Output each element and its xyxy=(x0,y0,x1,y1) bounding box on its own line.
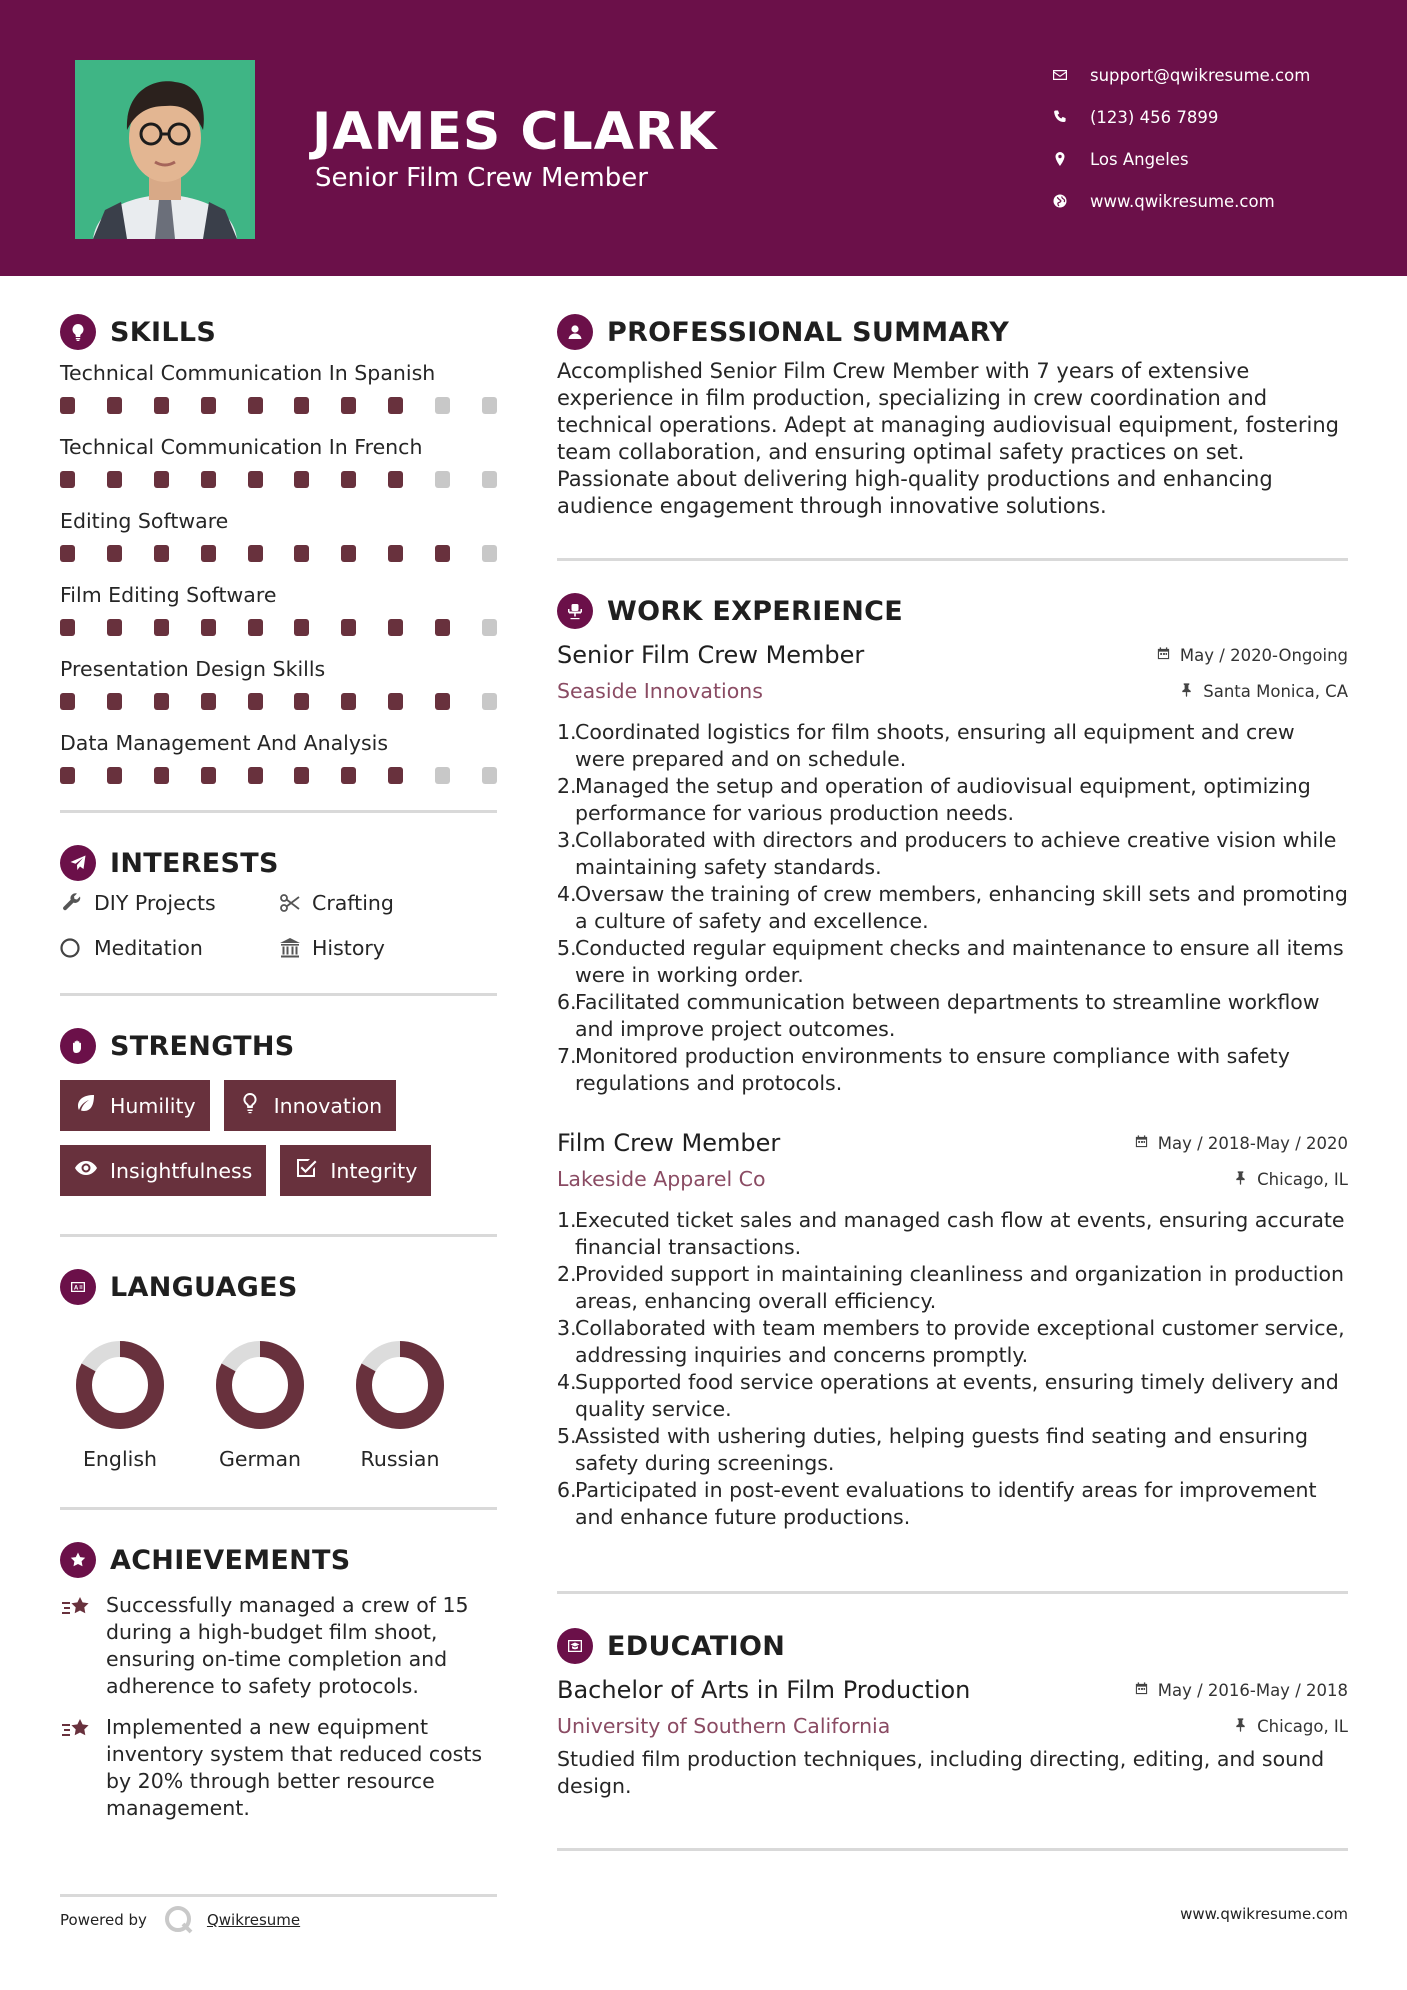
interest-item xyxy=(278,932,497,963)
skill-dot-filled xyxy=(248,693,263,710)
wrench-icon xyxy=(60,891,94,915)
skill-dot-filled xyxy=(154,619,169,636)
skill-dot-empty xyxy=(435,767,450,784)
skill-rating xyxy=(60,463,497,506)
skill-dot-filled xyxy=(294,767,309,784)
education-dates xyxy=(1134,1681,1348,1700)
job-entry xyxy=(557,637,1348,1097)
skills-list xyxy=(60,358,497,802)
languages-list xyxy=(60,1335,460,1471)
interests-title: INTERESTS xyxy=(110,847,279,879)
profile-photo-image xyxy=(75,60,255,239)
qwikresume-link[interactable]: Qwikresume xyxy=(206,1911,301,1929)
powered-by-label: Powered by xyxy=(60,1911,147,1929)
achievements-list xyxy=(60,1592,497,1822)
paper-plane-icon xyxy=(60,845,96,881)
skill-dot-filled xyxy=(294,693,309,710)
education-header xyxy=(557,1624,1348,1668)
education-dates-text: May / 2016-May / 2018 xyxy=(1157,1680,1348,1700)
job-dates xyxy=(1156,646,1348,665)
skill-dot-empty xyxy=(435,471,450,488)
skill-dot-filled xyxy=(154,545,169,562)
section-divider xyxy=(557,1591,1348,1594)
skill-dot-filled xyxy=(248,767,263,784)
contact-phone-text[interactable]: (123) 456 7899 xyxy=(1090,107,1219,127)
duty-item: Executed ticket sales and managed cash flow at events, ensuring accurate financial transactions. xyxy=(575,1208,1345,1259)
job-duties xyxy=(575,719,1348,1097)
contact-list xyxy=(1052,54,1382,222)
skill-dot-empty xyxy=(482,397,497,414)
interest-item xyxy=(60,932,278,963)
experience-title: WORK EXPERIENCE xyxy=(607,595,903,627)
skill-dot-filled xyxy=(248,619,263,636)
job-dates-text: May / 2018-May / 2020 xyxy=(1157,1133,1348,1153)
user-icon xyxy=(557,314,593,350)
achievement-item xyxy=(60,1714,497,1822)
skill-rating xyxy=(60,537,497,580)
skill-dot-filled xyxy=(201,693,216,710)
skill-dot-filled xyxy=(201,397,216,414)
skill-dot-filled xyxy=(60,471,75,488)
skill-name: Presentation Design Skills xyxy=(60,657,326,681)
strengths-header xyxy=(60,1024,497,1068)
skill-item xyxy=(60,728,497,802)
education-location-text: Chicago, IL xyxy=(1257,1716,1348,1736)
candidate-title: Senior Film Crew Member xyxy=(315,163,648,193)
skills-header xyxy=(60,310,497,354)
skills-title: SKILLS xyxy=(110,316,217,348)
interest-label: History xyxy=(312,935,385,960)
skill-dot-filled xyxy=(435,693,450,710)
scissors-icon xyxy=(278,891,312,915)
duty-item: Collaborated with team members to provide exceptional customer service, addressing inquiries and concerns promptly. xyxy=(575,1316,1345,1367)
contact-phone[interactable] xyxy=(1052,96,1382,138)
skill-dot-filled xyxy=(107,545,122,562)
interest-item xyxy=(60,887,278,918)
duty-item: Participated in post-event evaluations to identify areas for improvement and enhance future productions. xyxy=(575,1478,1317,1529)
star-icon xyxy=(60,1592,106,1700)
duty-item: Coordinated logistics for film shoots, ensuring all equipment and crew were prepared and on schedule. xyxy=(575,720,1295,771)
job-company: Lakeside Apparel Co xyxy=(557,1167,766,1191)
location-pin-icon xyxy=(1052,151,1090,167)
pushpin-icon xyxy=(1233,1170,1257,1189)
strength-tag xyxy=(224,1080,397,1131)
skill-item xyxy=(60,432,497,506)
skill-dot-filled xyxy=(341,767,356,784)
skill-name: Data Management And Analysis xyxy=(60,731,389,755)
language-name: Russian xyxy=(360,1447,440,1471)
interests-header xyxy=(60,841,497,885)
skill-dot-filled xyxy=(107,693,122,710)
duty-item: Oversaw the training of crew members, enhancing skill sets and promoting a culture of safety and excellence. xyxy=(575,882,1348,933)
strengths-title: STRENGTHS xyxy=(110,1030,295,1062)
skill-dot-filled xyxy=(60,545,75,562)
section-divider xyxy=(60,1234,497,1237)
achievement-text: Implemented a new equipment inventory system that reduced costs by 20% through better resource management. xyxy=(106,1715,483,1820)
job-role: Film Crew Member xyxy=(557,1129,781,1157)
language-donut xyxy=(70,1335,170,1435)
skill-dot-filled xyxy=(201,545,216,562)
interest-label: Crafting xyxy=(312,890,394,915)
summary-header xyxy=(557,310,1348,354)
strength-tag xyxy=(60,1080,210,1131)
profile-photo xyxy=(75,60,255,239)
footer-website[interactable]: www.qwikresume.com xyxy=(1180,1905,1348,1923)
circle-icon xyxy=(60,936,94,960)
summary-text: Accomplished Senior Film Crew Member with 7 years of extensive experience in film production, specializing in crew coordination and technical operations. Adept at managing audiovisual equipment, fostering team collaboration, and ensuring optimal safety practices on set. Passionate about delivering high-quality productions and enhancing audience engagement through innovative solutions. xyxy=(557,359,1339,518)
achievements-header xyxy=(60,1538,497,1582)
mail-icon xyxy=(1052,67,1090,83)
skill-dot-filled xyxy=(388,693,403,710)
skill-dot-filled xyxy=(341,545,356,562)
contact-website-text[interactable]: www.qwikresume.com xyxy=(1090,191,1275,211)
skill-dot-filled xyxy=(388,545,403,562)
skill-dot-filled xyxy=(201,767,216,784)
duty-item: Supported food service operations at events, ensuring timely delivery and quality service. xyxy=(575,1370,1339,1421)
job-company: Seaside Innovations xyxy=(557,679,763,703)
duty-item: Provided support in maintaining cleanliness and organization in production areas, enhancing overall efficiency. xyxy=(575,1262,1345,1313)
job-header xyxy=(557,1125,1348,1161)
education-header-row xyxy=(557,1672,1348,1708)
job-subheader xyxy=(557,673,1348,709)
calendar-icon xyxy=(1134,1681,1158,1700)
skill-name: Technical Communication In French xyxy=(60,435,423,459)
lightbulb-icon xyxy=(60,314,96,350)
education-location xyxy=(1233,1717,1348,1736)
education-title: EDUCATION xyxy=(607,1630,786,1662)
skill-rating xyxy=(60,389,497,432)
skill-dot-filled xyxy=(341,693,356,710)
contact-email[interactable] xyxy=(1052,54,1382,96)
contact-location xyxy=(1052,138,1382,180)
section-divider xyxy=(557,1848,1348,1851)
skill-item xyxy=(60,358,497,432)
job-location xyxy=(1233,1170,1348,1189)
section-divider xyxy=(60,1507,497,1510)
skill-dot-filled xyxy=(201,471,216,488)
achievement-text: Successfully managed a crew of 15 during a high-budget film shoot, ensuring on-time completion and adherence to safety protocols. xyxy=(106,1593,469,1698)
skill-dot-filled xyxy=(294,471,309,488)
skill-name: Technical Communication In Spanish xyxy=(60,361,436,385)
skill-dot-filled xyxy=(341,471,356,488)
star-badge-icon xyxy=(60,1542,96,1578)
strength-label: Integrity xyxy=(330,1158,418,1183)
job-location-text: Chicago, IL xyxy=(1257,1169,1348,1189)
job-location-text: Santa Monica, CA xyxy=(1203,681,1348,701)
skill-dot-filled xyxy=(435,619,450,636)
languages-header xyxy=(60,1265,497,1309)
strengths-list xyxy=(60,1080,497,1196)
job-dates xyxy=(1134,1134,1348,1153)
skill-dot-empty xyxy=(482,619,497,636)
contact-location-text: Los Angeles xyxy=(1090,149,1189,169)
lightbulb-icon xyxy=(238,1091,274,1120)
skill-dot-filled xyxy=(60,693,75,710)
skill-dot-filled xyxy=(154,471,169,488)
globe-icon xyxy=(1052,193,1090,209)
skill-dot-filled xyxy=(294,545,309,562)
skill-dot-empty xyxy=(482,693,497,710)
graduation-icon xyxy=(557,1628,593,1664)
duty-item: Managed the setup and operation of audiovisual equipment, optimizing performance for various production needs. xyxy=(575,774,1311,825)
skill-dot-filled xyxy=(388,397,403,414)
section-divider xyxy=(557,558,1348,561)
skill-dot-filled xyxy=(154,397,169,414)
phone-icon xyxy=(1052,109,1090,125)
duty-item: Conducted regular equipment checks and maintenance to ensure all items were in working order. xyxy=(575,936,1344,987)
strength-label: Insightfulness xyxy=(110,1158,253,1183)
skill-dot-filled xyxy=(248,545,263,562)
skill-dot-filled xyxy=(435,545,450,562)
summary-title: PROFESSIONAL SUMMARY xyxy=(607,316,1010,348)
interest-label: Meditation xyxy=(94,935,203,960)
education-degree: Bachelor of Arts in Film Production xyxy=(557,1676,971,1704)
skill-dot-filled xyxy=(388,767,403,784)
skill-rating xyxy=(60,685,497,728)
skill-item xyxy=(60,654,497,728)
strength-tag xyxy=(280,1145,431,1196)
eye-icon xyxy=(74,1156,110,1185)
left-column xyxy=(60,278,497,1836)
achievements-title: ACHIEVEMENTS xyxy=(110,1544,351,1576)
skill-dot-filled xyxy=(294,619,309,636)
education-description: Studied film production techniques, including directing, editing, and sound design. xyxy=(557,1747,1325,1798)
calendar-icon xyxy=(1156,646,1180,665)
resume-header xyxy=(0,0,1407,276)
museum-icon xyxy=(278,936,312,960)
strength-label: Innovation xyxy=(273,1093,383,1118)
skill-dot-filled xyxy=(341,397,356,414)
strength-tag xyxy=(60,1145,266,1196)
skill-rating xyxy=(60,759,497,802)
skill-dot-filled xyxy=(60,397,75,414)
skill-dot-filled xyxy=(107,767,122,784)
skill-dot-filled xyxy=(248,471,263,488)
skill-dot-empty xyxy=(482,471,497,488)
skill-dot-filled xyxy=(294,397,309,414)
job-location xyxy=(1179,682,1348,701)
skill-dot-filled xyxy=(388,471,403,488)
achievement-item xyxy=(60,1592,497,1700)
skill-dot-filled xyxy=(107,397,122,414)
skill-dot-filled xyxy=(154,767,169,784)
job-duties xyxy=(575,1207,1348,1531)
skill-dot-filled xyxy=(248,397,263,414)
footer-divider xyxy=(60,1894,497,1897)
skill-rating xyxy=(60,611,497,654)
duty-item: Collaborated with directors and producers to achieve creative vision while maintaining safety standards. xyxy=(575,828,1337,879)
skill-item xyxy=(60,506,497,580)
interest-label: DIY Projects xyxy=(94,890,216,915)
job-entry xyxy=(557,1125,1348,1531)
powered-by xyxy=(60,1902,300,1938)
language-donut xyxy=(210,1335,310,1435)
language-donut xyxy=(350,1335,450,1435)
candidate-name: JAMES CLARK xyxy=(312,102,718,162)
fist-icon xyxy=(60,1028,96,1064)
duty-item: Facilitated communication between departments to streamline workflow and improve project outcomes. xyxy=(575,990,1320,1041)
leaf-icon xyxy=(74,1091,110,1120)
languages-title: LANGUAGES xyxy=(110,1271,298,1303)
pushpin-icon xyxy=(1179,682,1203,701)
language-item xyxy=(340,1335,460,1471)
contact-email-text[interactable]: support@qwikresume.com xyxy=(1090,65,1311,85)
language-name: English xyxy=(82,1447,158,1471)
language-name: German xyxy=(218,1447,302,1471)
job-header xyxy=(557,637,1348,673)
education-entry xyxy=(557,1672,1348,1800)
skill-dot-filled xyxy=(388,619,403,636)
skill-dot-filled xyxy=(60,619,75,636)
pushpin-icon xyxy=(1233,1717,1257,1736)
duty-item: Monitored production environments to ensure compliance with safety regulations and protocols. xyxy=(575,1044,1290,1095)
skill-name: Film Editing Software xyxy=(60,583,277,607)
duty-item: Assisted with ushering duties, helping guests find seating and ensuring safety during screenings. xyxy=(575,1424,1309,1475)
education-school: University of Southern California xyxy=(557,1714,891,1738)
skill-name: Editing Software xyxy=(60,509,229,533)
qwikresume-logo-icon xyxy=(161,1902,197,1938)
job-role: Senior Film Crew Member xyxy=(557,641,865,669)
star-icon xyxy=(60,1714,106,1822)
right-column xyxy=(557,278,1348,1851)
section-divider xyxy=(60,810,497,813)
experience-header xyxy=(557,589,1348,633)
skill-dot-filled xyxy=(341,619,356,636)
education-subheader xyxy=(557,1708,1348,1744)
skill-dot-empty xyxy=(482,545,497,562)
check-square-icon xyxy=(294,1156,330,1185)
calendar-icon xyxy=(1134,1134,1158,1153)
skill-dot-empty xyxy=(435,397,450,414)
language-item xyxy=(200,1335,320,1471)
skill-dot-filled xyxy=(107,471,122,488)
interest-item xyxy=(278,887,497,918)
language-item xyxy=(60,1335,180,1471)
interests-list xyxy=(60,887,497,963)
strength-label: Humility xyxy=(110,1093,196,1118)
skill-dot-filled xyxy=(201,619,216,636)
language-card-icon xyxy=(60,1269,96,1305)
office-chair-icon xyxy=(557,593,593,629)
job-subheader xyxy=(557,1161,1348,1197)
skill-item xyxy=(60,580,497,654)
section-divider xyxy=(60,993,497,996)
skill-dot-filled xyxy=(60,767,75,784)
skill-dot-filled xyxy=(107,619,122,636)
skill-dot-empty xyxy=(482,767,497,784)
contact-website[interactable] xyxy=(1052,180,1382,222)
skill-dot-filled xyxy=(154,693,169,710)
job-dates-text: May / 2020-Ongoing xyxy=(1179,645,1348,665)
